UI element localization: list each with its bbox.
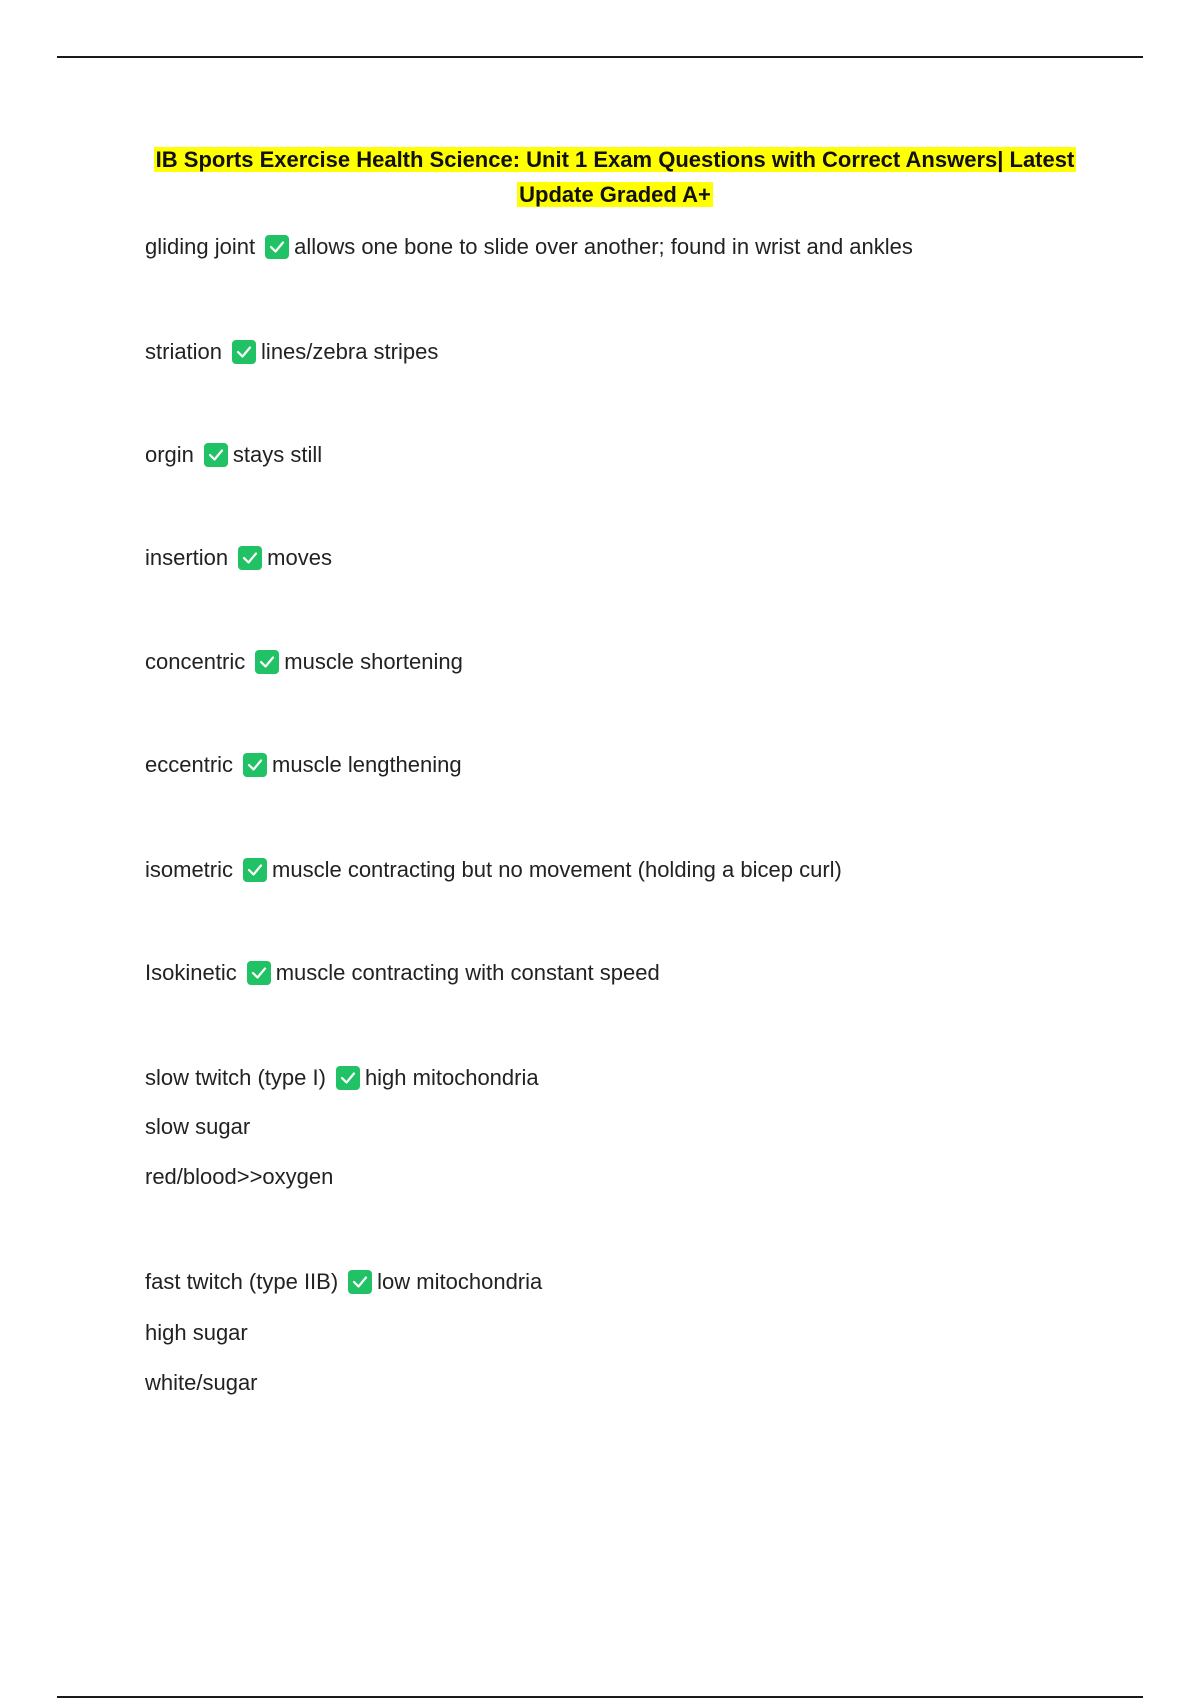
footer-rule [57,1696,1143,1698]
qa-entry [145,233,913,261]
qa-entry [145,441,322,469]
entry-answer: muscle shortening [284,649,463,674]
entry-answer-continued: red/blood>>oxygen [145,1164,334,1189]
title-line-2: Update Graded A+ [519,182,711,207]
entry-answer: lines/zebra stripes [261,339,439,364]
entry-answer: moves [267,545,332,570]
qa-entry [145,1064,539,1092]
qa-entry [145,544,332,572]
entry-answer: muscle contracting but no movement (holding a bicep curl) [272,857,842,882]
check-mark-icon [247,961,271,985]
qa-entry [145,648,463,676]
entry-term: slow twitch (type I) [145,1065,326,1090]
header-rule [57,56,1143,58]
check-mark-icon [243,858,267,882]
entry-answer-continued: slow sugar [145,1114,251,1139]
entry-term: eccentric [145,752,234,777]
entry-answer-continued: white/sugar [145,1370,258,1395]
document-title [140,142,1090,212]
entry-answer: muscle contracting with constant speed [275,960,660,985]
check-mark-icon [232,340,256,364]
check-mark-icon [204,443,228,467]
entry-answer: allows one bone to slide over another; found in wrist and ankles [294,234,913,259]
qa-entry [145,1268,542,1296]
check-mark-icon [238,546,262,570]
title-line-1: IB Sports Exercise Health Science: Unit 1 Exam Questions with Correct Answers| Latest [155,147,1075,172]
qa-entry [145,751,462,779]
qa-entry [145,856,842,884]
qa-entry [145,338,438,366]
entry-answer: muscle lengthening [272,752,462,777]
entry-term: isometric [145,857,234,882]
entry-term: insertion [145,545,229,570]
entry-answer-continued: high sugar [145,1320,248,1345]
entry-term: gliding joint [145,234,256,259]
entry-term: striation [145,339,223,364]
qa-entry [145,959,660,987]
check-mark-icon [265,235,289,259]
entry-term: concentric [145,649,246,674]
entry-term: orgin [145,442,194,467]
entry-term: Isokinetic [145,960,237,985]
entry-answer: stays still [232,442,323,467]
entry-term: fast twitch (type IIB) [145,1269,339,1294]
entry-answer: low mitochondria [377,1269,543,1294]
check-mark-icon [243,753,267,777]
check-mark-icon [255,650,279,674]
check-mark-icon [336,1066,360,1090]
entry-answer: high mitochondria [364,1065,539,1090]
check-mark-icon [348,1270,372,1294]
